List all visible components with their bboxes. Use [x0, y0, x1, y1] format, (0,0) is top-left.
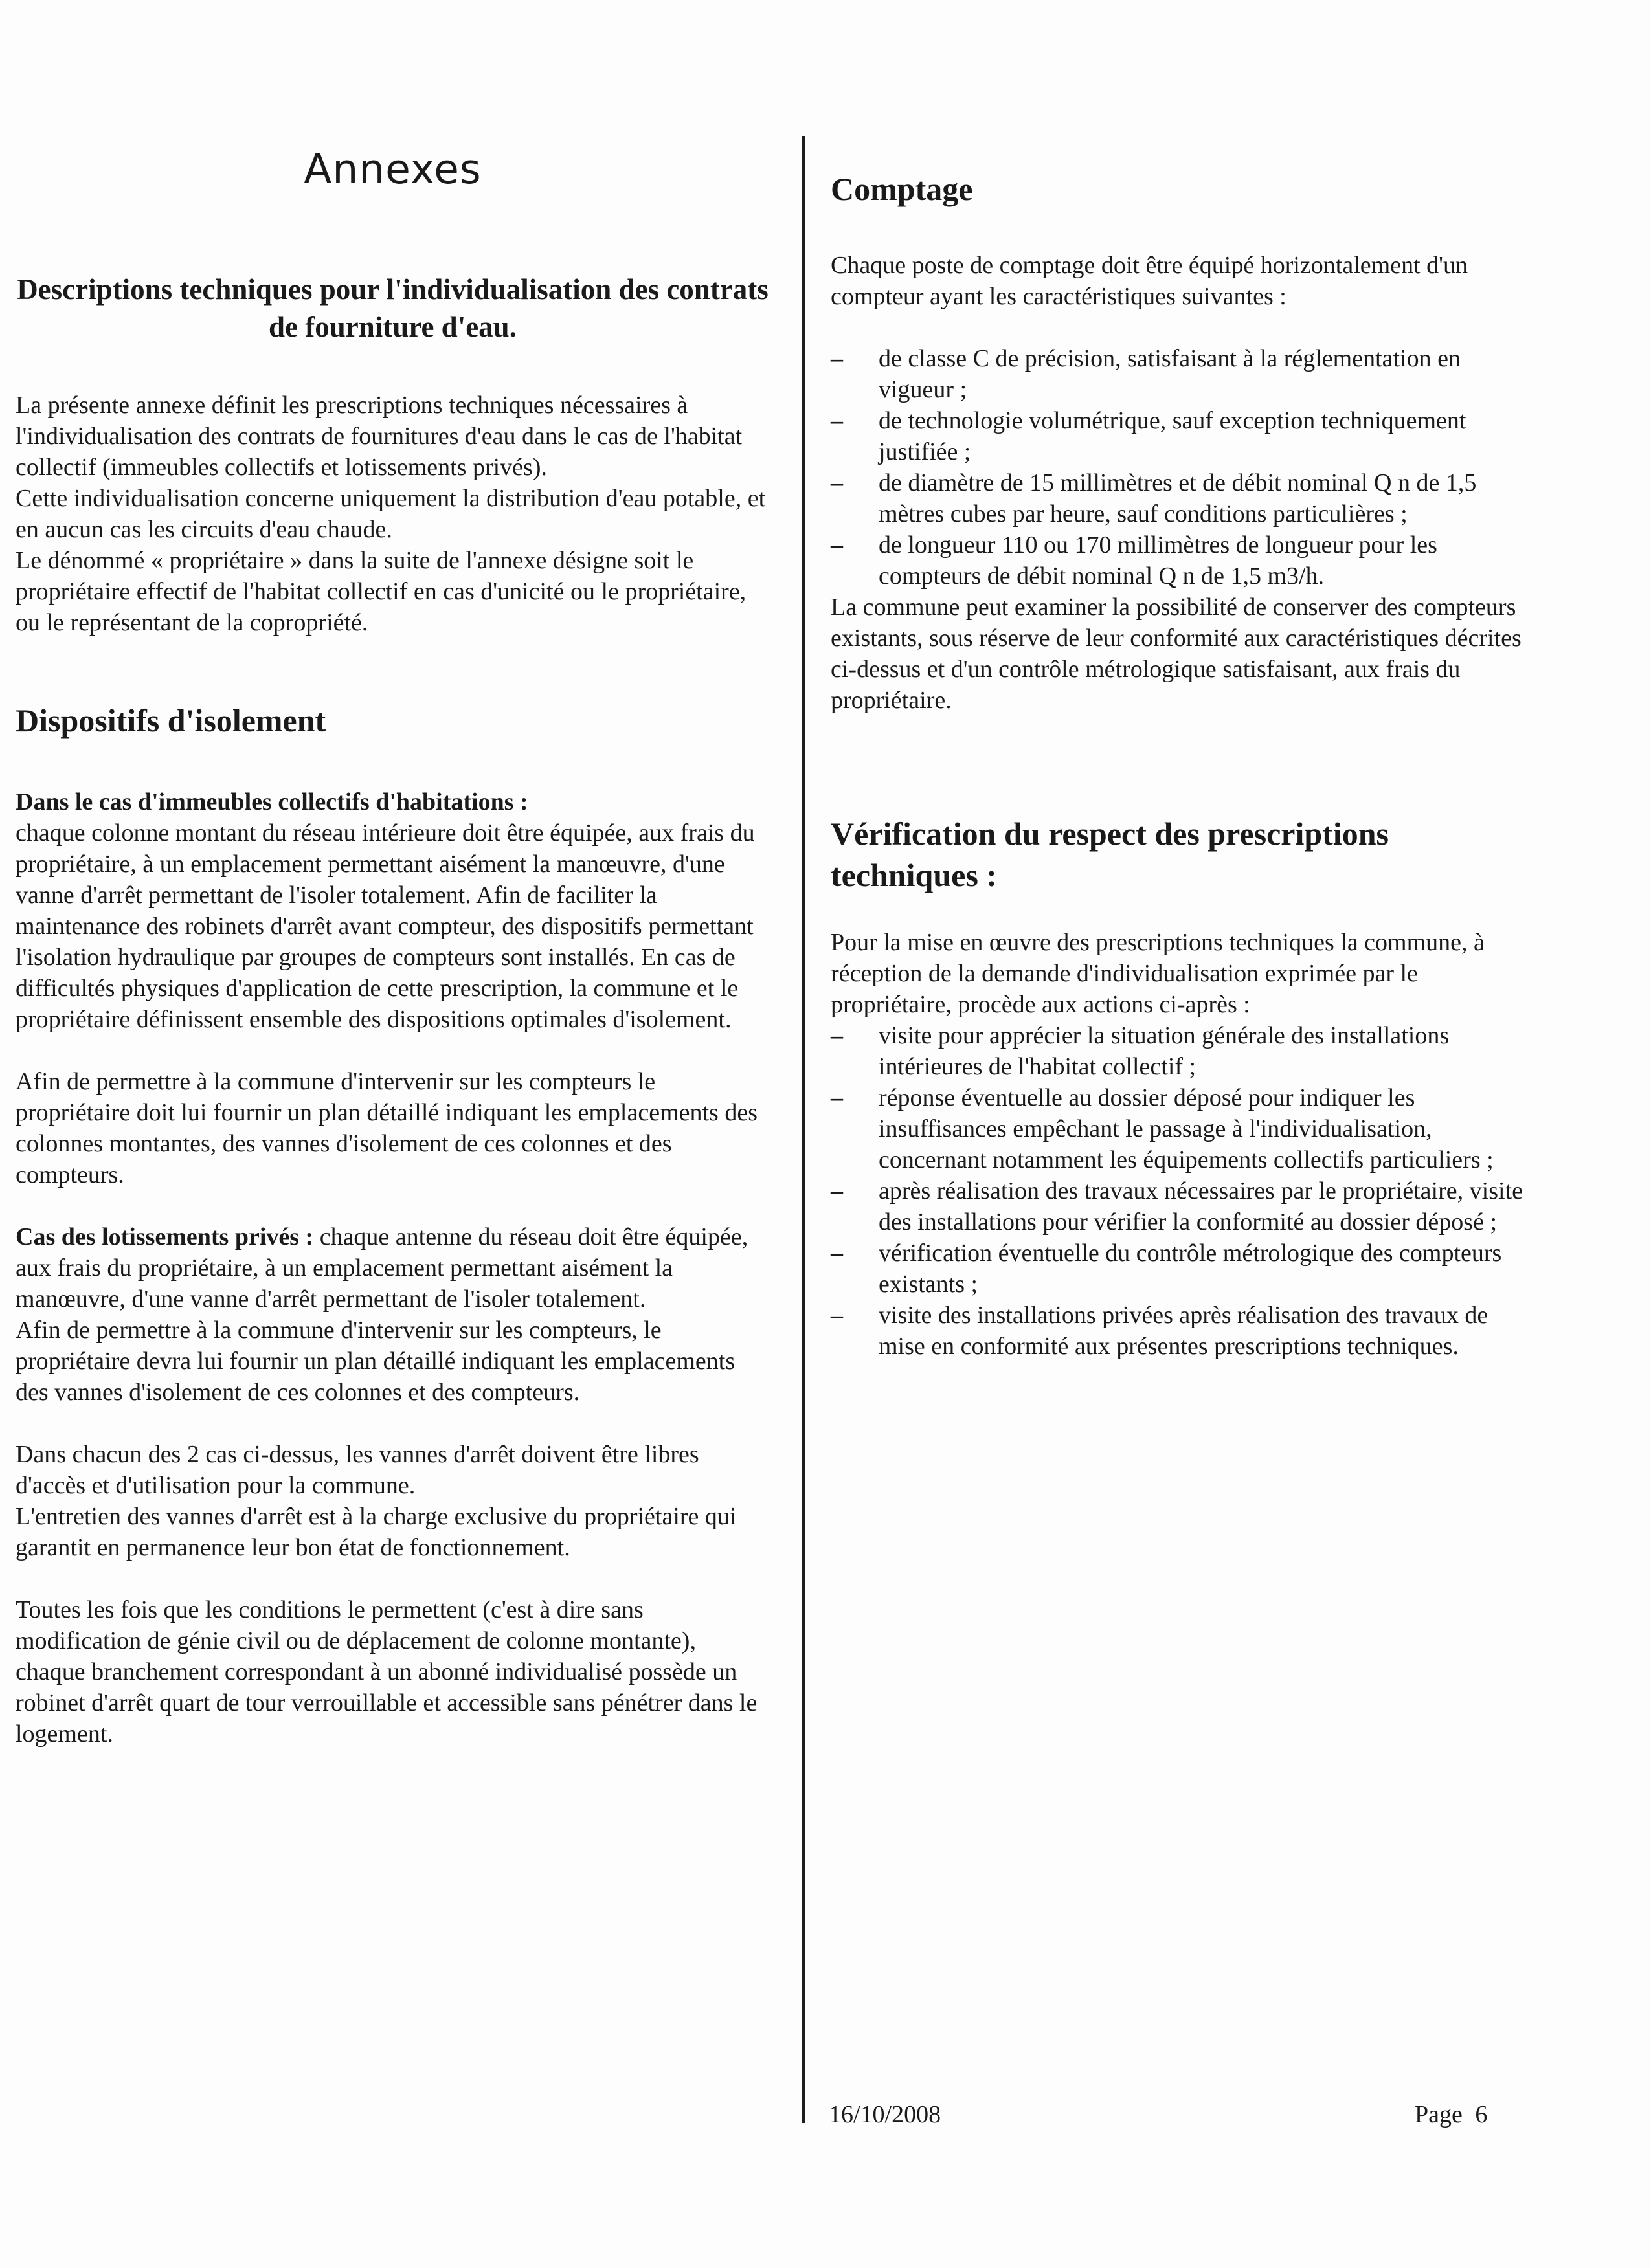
- list-item: [831, 467, 1533, 529]
- comptage-conclusion: La commune peut examiner la possibilité de conserver des compteurs existants, sous réserve de leur conformité aux caractéristiques décrites ci-dessus et d'un contrôle métrologique satisfaisant, aux frais du propriétaire.: [831, 594, 1522, 714]
- acces-paragraph: Dans chacun des 2 cas ci-dessus, les vannes d'arrêt doivent être libres d'accès et d'utilisation pour la commune.: [16, 1441, 699, 1499]
- lotissements-paragraph: [16, 1221, 770, 1315]
- verification-list: [831, 1020, 1533, 1362]
- section-heading-isolement: Dispositifs d'isolement: [16, 702, 326, 739]
- intro-paragraph: Cette individualisation concerne uniquement la distribution d'eau potable, et en aucun cas les circuits d'eau chaude.: [16, 485, 766, 543]
- dash-bullet: –: [831, 469, 843, 496]
- lotissements-plan: Afin de permettre à la commune d'intervenir sur les compteurs, le propriétaire devra lui fournir un plan détaillé indiquant les emplacements des vannes d'isolement de ces colonnes et des compteurs.: [16, 1317, 736, 1406]
- list-item: [831, 405, 1533, 467]
- intro-section: [16, 390, 770, 638]
- immeubles-plan: Afin de permettre à la commune d'intervenir sur les compteurs le propriétaire doit lui fournir un plan détaillé indiquant les emplacements des colonnes montantes, des vannes d'isolement de ces colonnes et des compteurs.: [16, 1068, 758, 1188]
- footer-page-number: Page 6: [1415, 2101, 1488, 2128]
- column-divider: [802, 136, 805, 2123]
- section-heading-comptage: Comptage: [831, 171, 973, 207]
- list-item-text: de diamètre de 15 millimètres et de débit nominal Q n de 1,5 mètres cubes par heure, sauf conditions particulières ;: [879, 469, 1477, 528]
- dash-bullet: –: [831, 1022, 843, 1049]
- list-item: [831, 1175, 1533, 1238]
- list-item: [831, 343, 1533, 405]
- immeubles-text: chaque colonne montant du réseau intérieure doit être équipée, aux frais du propriétaire, à un emplacement permettant aisément la manœuvre, d'une vanne d'arrêt permettant de l'isoler totalement. Afin de faciliter la maintenance des robinets d'arrêt avant compteur, des dispositifs permettant l'isolation hydraulique par groupes de compteurs sont installés. En cas de difficultés physiques d'application de cette prescription, la commune et le propriétaire définissent ensemble des dispositions optimales d'isolement.: [16, 819, 755, 1033]
- dash-bullet: –: [831, 1302, 843, 1329]
- lotissements-text: chaque antenne du réseau doit être équipée, aux frais du propriétaire, à un emplacement permettant aisément la manœuvre, d'une vanne d'arrêt permettant de l'isoler totalement.: [16, 1223, 748, 1313]
- intro-paragraph: La présente annexe définit les prescriptions techniques nécessaires à l'individualisation des contrats de fournitures d'eau dans le cas de l'habitat collectif (immeubles collectifs et lotissements privés).: [16, 392, 743, 481]
- list-item: [831, 1082, 1533, 1175]
- list-item: [831, 529, 1533, 592]
- intro-paragraph: Le dénommé « propriétaire » dans la suite de l'annexe désigne soit le propriétaire effectif de l'habitat collectif en cas d'unicité ou le propriétaire, ou le représentant de la copropriété.: [16, 547, 747, 636]
- dash-bullet: –: [831, 1177, 843, 1205]
- entretien-paragraph: L'entretien des vannes d'arrêt est à la charge exclusive du propriétaire qui garantit en permanence leur bon état de fonctionnement.: [16, 1503, 737, 1561]
- list-item-text: visite pour apprécier la situation générale des installations intérieures de l'habitat collectif ;: [879, 1022, 1450, 1080]
- list-item-text: visite des installations privées après réalisation des travaux de mise en conformité aux présentes prescriptions techniques.: [879, 1302, 1488, 1360]
- list-item-text: réponse éventuelle au dossier déposé pour indiquer les insuffisances empêchant le passage à l'individualisation, concernant notamment les équipements collectifs particuliers ;: [879, 1084, 1494, 1173]
- section-heading-verification: Vérification du respect des prescriptions techniques :: [831, 816, 1389, 893]
- dash-bullet: –: [831, 407, 843, 434]
- list-item: [831, 1238, 1533, 1300]
- verification-intro: Pour la mise en œuvre des prescriptions techniques la commune, à réception de la demande d'individualisation exprimée par le propriétaire, procède aux actions ci-après :: [831, 929, 1485, 1018]
- robinet-paragraph: Toutes les fois que les conditions le permettent (c'est à dire sans modification de génie civil ou de déplacement de colonne montante), chaque branchement correspondant à un abonné individualisé possède un robinet d'arrêt quart de tour verrouillable et accessible sans pénétrer dans le logement.: [16, 1596, 758, 1748]
- lotissements-lead: Cas des lotissements privés :: [16, 1223, 314, 1251]
- right-column: [831, 168, 1533, 1362]
- list-item-text: vérification éventuelle du contrôle métrologique des compteurs existants ;: [879, 1240, 1502, 1298]
- left-column: [16, 146, 770, 1750]
- list-item-text: après réalisation des travaux nécessaires par le propriétaire, visite des installations pour vérifier la conformité au dossier déposé ;: [879, 1177, 1523, 1236]
- comptage-intro: Chaque poste de comptage doit être équipé horizontalement d'un compteur ayant les caractéristiques suivantes :: [831, 252, 1468, 310]
- annex-subtitle: Descriptions techniques pour l'individualisation des contrats de fourniture d'eau.: [17, 273, 769, 343]
- page-title: Annexes: [304, 146, 482, 193]
- list-item-text: de longueur 110 ou 170 millimètres de longueur pour les compteurs de débit nominal Q n de 1,5 m3/h.: [879, 531, 1437, 590]
- immeubles-block: [16, 786, 770, 1035]
- comptage-list: [831, 343, 1533, 592]
- immeubles-lead: Dans le cas d'immeubles collectifs d'habitations :: [16, 788, 528, 816]
- footer-date: 16/10/2008: [829, 2101, 941, 2128]
- dash-bullet: –: [831, 345, 843, 372]
- dash-bullet: –: [831, 1240, 843, 1267]
- list-item-text: de classe C de précision, satisfaisant à la réglementation en vigueur ;: [879, 345, 1461, 403]
- list-item: [831, 1300, 1533, 1362]
- dash-bullet: –: [831, 1084, 843, 1111]
- list-item: [831, 1020, 1533, 1082]
- dash-bullet: –: [831, 531, 843, 559]
- list-item-text: de technologie volumétrique, sauf exception techniquement justifiée ;: [879, 407, 1466, 465]
